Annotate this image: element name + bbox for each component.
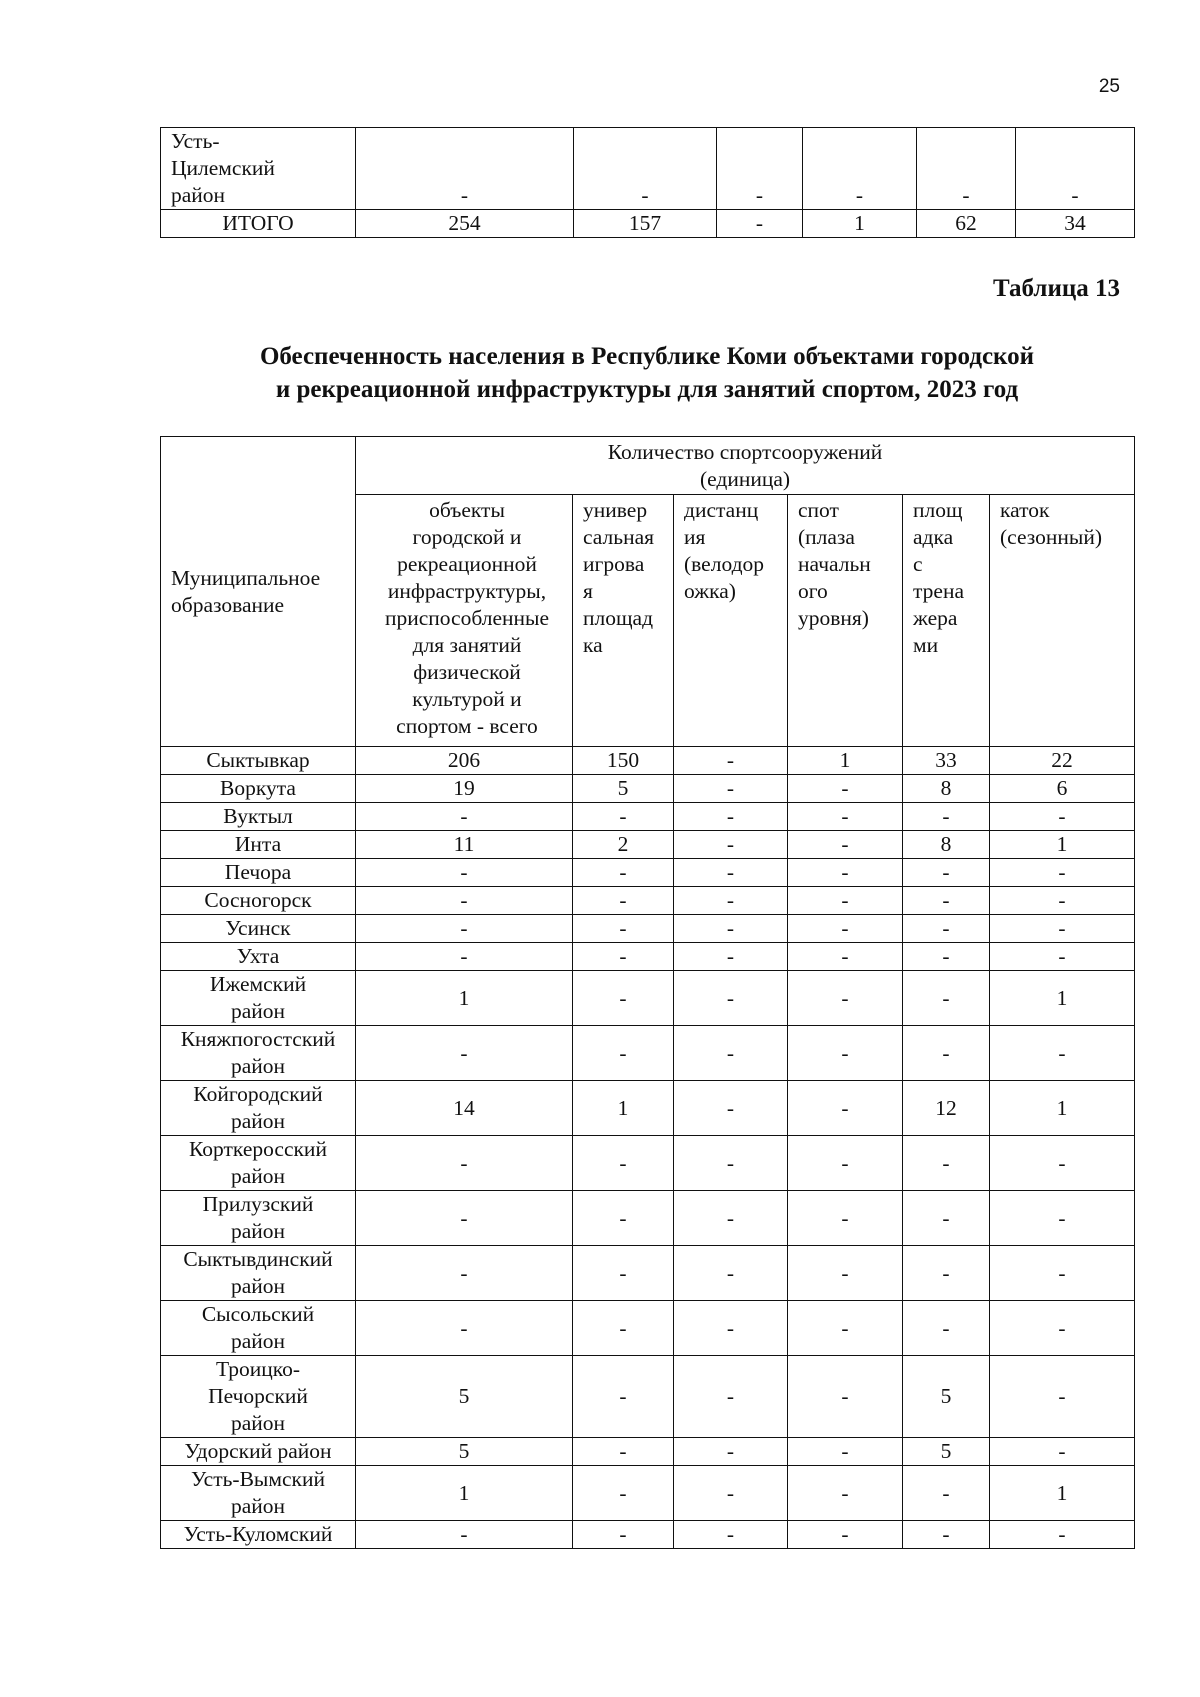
value-cell: 254 [356,210,574,238]
value-cell: 1 [990,971,1135,1026]
value-cell: - [788,1191,903,1246]
column-header-total [356,495,573,747]
value-cell: - [674,831,788,859]
value-cell: - [788,775,903,803]
value-cell: 5 [573,775,674,803]
value-cell: - [356,887,573,915]
value-cell: - [788,1356,903,1438]
municipality-name: Сыктывдинский район [183,1247,333,1298]
value-cell: - [990,1521,1135,1549]
value-cell: - [803,128,917,210]
column-header-spot-plaza [788,495,903,747]
value-cell: - [674,971,788,1026]
municipality-name: Усть-Вымский район [191,1467,325,1518]
column-header-ice-rink [990,495,1135,747]
value-cell: - [356,1136,573,1191]
value-cell: 1 [356,971,573,1026]
table-row [161,915,1135,943]
value-cell: - [356,915,573,943]
table-number-label: Таблица 13 [992,275,1120,302]
value-cell: - [674,1521,788,1549]
table-row [161,1136,1135,1191]
table-row [161,775,1135,803]
value-cell: - [788,1026,903,1081]
municipality-cell [161,943,356,971]
table-row [161,1301,1135,1356]
municipality-cell [161,1466,356,1521]
value-cell: - [990,1136,1135,1191]
value-cell: - [674,1466,788,1521]
value-cell: 1 [990,1466,1135,1521]
value-cell: - [674,1246,788,1301]
value-cell: - [903,859,990,887]
value-cell: - [573,887,674,915]
value-cell: 14 [356,1081,573,1136]
value-cell: - [573,1521,674,1549]
column-header-text: универ сальная игрова я площад ка [583,498,655,657]
facilities-group-header-text: Количество спортсооружений (единица) [607,440,883,491]
municipality-cell [161,1356,356,1438]
value-cell: - [356,1191,573,1246]
municipality-name: Сысольский район [201,1302,315,1353]
value-cell: - [1016,128,1135,210]
column-header-text: каток (сезонный) [1000,498,1103,549]
municipality-cell [161,831,356,859]
value-cell: - [903,1026,990,1081]
municipality-name: Княжпогостский район [180,1027,336,1078]
municipality-cell [161,859,356,887]
value-cell: 19 [356,775,573,803]
value-cell: 5 [903,1356,990,1438]
value-cell: - [674,1136,788,1191]
municipality-cell [161,915,356,943]
value-cell: - [674,1438,788,1466]
value-cell: - [674,747,788,775]
value-cell: - [788,1081,903,1136]
value-cell: - [990,887,1135,915]
value-cell: 1 [990,1081,1135,1136]
value-cell: 1 [573,1081,674,1136]
value-cell: - [990,1246,1135,1301]
value-cell: 1 [356,1466,573,1521]
table-row [161,803,1135,831]
value-cell: - [788,1136,903,1191]
table-row [161,971,1135,1026]
value-cell: - [788,887,903,915]
table-row [161,1026,1135,1081]
table-row [161,943,1135,971]
total-row [161,210,1135,238]
municipality-name: Удорский район [184,1439,332,1463]
municipality-name: Инта [234,832,282,856]
municipality-name: Койгородский район [193,1082,323,1133]
table-row [161,747,1135,775]
value-cell: - [903,1136,990,1191]
value-cell: - [903,1466,990,1521]
municipality-cell [161,128,356,210]
value-cell: - [573,943,674,971]
municipality-cell [161,1191,356,1246]
value-cell: - [990,803,1135,831]
value-cell: 8 [903,775,990,803]
table-row [161,831,1135,859]
column-header-text: объекты городской и рекреационной инфраструктуры, приспособленные для занятий физической культурой и спортом - всего [384,498,550,738]
table-row [161,1521,1135,1549]
value-cell: 8 [903,831,990,859]
value-cell: 12 [903,1081,990,1136]
municipality-name: Корткеросский район [189,1137,327,1188]
value-cell: - [788,1438,903,1466]
municipality-name: Усть- Цилемский район [171,129,275,207]
value-cell: - [917,128,1016,210]
value-cell: - [788,831,903,859]
value-cell: 1 [990,831,1135,859]
value-cell: - [788,915,903,943]
value-cell: - [674,1356,788,1438]
value-cell: - [674,1026,788,1081]
column-header-fitness-area [903,495,990,747]
table-row [161,1466,1135,1521]
value-cell: - [674,1191,788,1246]
value-cell: - [903,887,990,915]
value-cell: - [573,859,674,887]
value-cell: - [674,1301,788,1356]
continuation-table [160,127,1135,238]
value-cell: - [573,1356,674,1438]
table-title [160,340,1134,406]
value-cell: - [788,803,903,831]
value-cell: - [574,128,717,210]
municipality-cell [161,971,356,1026]
page-number: 25 [1098,76,1120,97]
municipality-name: Воркута [220,776,296,800]
sports-facilities-table [160,436,1135,1549]
value-cell: - [990,1026,1135,1081]
column-header-bike-path [674,495,788,747]
value-cell: 5 [903,1438,990,1466]
value-cell: - [788,859,903,887]
value-cell: - [990,943,1135,971]
value-cell: - [573,1438,674,1466]
table-row [161,1246,1135,1301]
value-cell: - [674,943,788,971]
column-header-universal-playground [573,495,674,747]
table-row [161,1438,1135,1466]
table-title-line-2: и рекреационной инфраструктуры для занятий спортом, 2023 год [275,376,1019,403]
municipality-name: Сосногорск [204,888,312,912]
value-cell: - [573,1136,674,1191]
value-cell: - [903,915,990,943]
value-cell: - [356,1521,573,1549]
municipality-cell [161,747,356,775]
value-cell: - [788,971,903,1026]
value-cell: - [356,859,573,887]
value-cell: 11 [356,831,573,859]
column-header-text: спот (плаза начальн ого уровня) [798,498,871,630]
municipality-cell [161,775,356,803]
value-cell: - [674,859,788,887]
value-cell: - [788,943,903,971]
value-cell: - [573,1301,674,1356]
value-cell: - [674,915,788,943]
value-cell: - [356,128,574,210]
value-cell: - [903,971,990,1026]
municipality-name: Троицко- Печорский район [208,1357,308,1435]
municipality-name: Усть-Куломский [183,1522,333,1546]
value-cell: 6 [990,775,1135,803]
value-cell: - [903,1301,990,1356]
value-cell: 34 [1016,210,1135,238]
municipality-name: Сыктывкар [206,748,310,772]
municipality-name: Печора [224,860,292,884]
table-row [161,887,1135,915]
value-cell: - [356,1301,573,1356]
value-cell: - [573,915,674,943]
total-label: ИТОГО [161,210,356,238]
municipality-name: Вуктыл [223,804,293,828]
value-cell: - [573,1246,674,1301]
value-cell: - [573,1026,674,1081]
table-row [161,128,1135,210]
municipality-name: Прилузский район [202,1192,314,1243]
value-cell: - [573,1191,674,1246]
table-row [161,1191,1135,1246]
value-cell: 2 [573,831,674,859]
column-header-text: площ адка с трена жера ми [913,498,964,657]
municipality-name: Ижемский район [209,972,307,1023]
municipality-header: Муниципальное образование [161,437,356,747]
value-cell: - [788,1521,903,1549]
value-cell: - [356,803,573,831]
value-cell: 1 [788,747,903,775]
value-cell: - [674,775,788,803]
value-cell: - [674,887,788,915]
value-cell: 33 [903,747,990,775]
municipality-cell [161,1301,356,1356]
municipality-cell [161,1521,356,1549]
value-cell: - [990,1301,1135,1356]
value-cell: - [788,1466,903,1521]
value-cell: - [990,915,1135,943]
municipality-cell [161,803,356,831]
value-cell: 206 [356,747,573,775]
table-row [161,1081,1135,1136]
value-cell: - [903,943,990,971]
value-cell: - [903,1521,990,1549]
table-title-line-1: Обеспеченность населения в Республике Коми объектами городской [259,343,1035,370]
value-cell: - [903,1191,990,1246]
value-cell: - [573,1466,674,1521]
value-cell: - [573,803,674,831]
value-cell: - [903,803,990,831]
municipality-cell [161,1136,356,1191]
value-cell: - [990,1438,1135,1466]
municipality-cell [161,1246,356,1301]
value-cell: 22 [990,747,1135,775]
value-cell: - [788,1246,903,1301]
value-cell: 5 [356,1356,573,1438]
value-cell: 157 [574,210,717,238]
header-row-group [161,437,1135,495]
value-cell: 5 [356,1438,573,1466]
municipality-cell [161,1438,356,1466]
value-cell: - [356,1246,573,1301]
table-row [161,1356,1135,1438]
value-cell: - [788,1301,903,1356]
table-row [161,859,1135,887]
value-cell: - [717,128,803,210]
value-cell: - [356,943,573,971]
value-cell: 150 [573,747,674,775]
column-header-text: дистанц ия (велодор ожка) [684,498,765,603]
value-cell: - [990,859,1135,887]
value-cell: - [573,971,674,1026]
municipality-name: Усинск [225,916,291,940]
municipality-cell [161,887,356,915]
value-cell: - [674,803,788,831]
value-cell: - [990,1356,1135,1438]
municipality-name: Ухта [236,944,280,968]
value-cell: - [903,1246,990,1301]
value-cell: - [990,1191,1135,1246]
value-cell: - [356,1026,573,1081]
value-cell: - [717,210,803,238]
municipality-cell [161,1026,356,1081]
value-cell: 1 [803,210,917,238]
value-cell: - [674,1081,788,1136]
value-cell: 62 [917,210,1016,238]
facilities-group-header [356,437,1135,495]
municipality-cell [161,1081,356,1136]
